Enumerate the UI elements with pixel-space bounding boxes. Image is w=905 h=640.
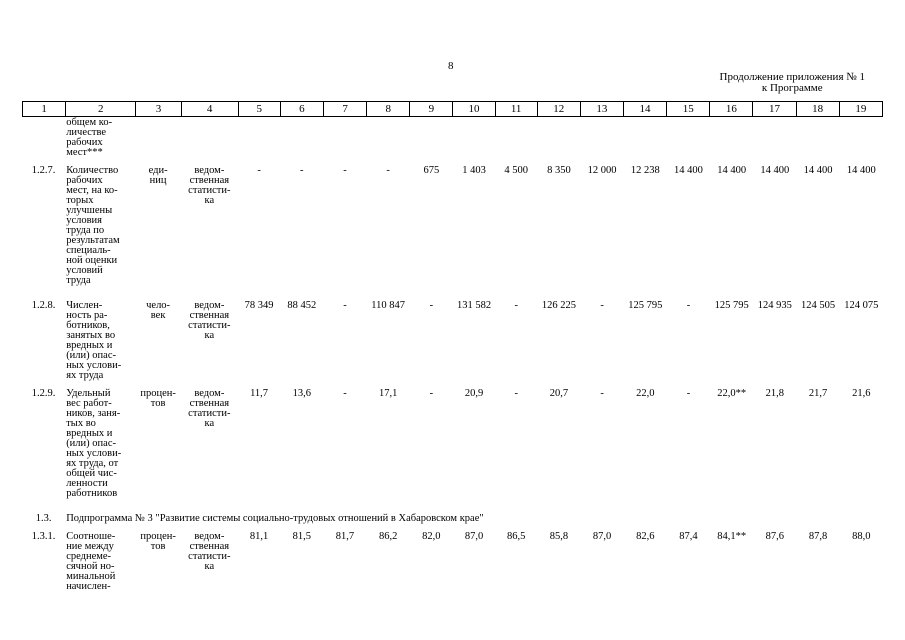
value-cell: 20,9	[464, 388, 484, 399]
value-cell: 12 000	[587, 165, 617, 176]
table-row	[22, 389, 883, 514]
value-cell: -	[514, 388, 518, 399]
value-cell: -	[343, 388, 347, 399]
column-number-1: 1	[23, 102, 66, 117]
column-number-4: 4	[181, 102, 238, 117]
column-number-6: 6	[280, 102, 323, 117]
value-cell	[323, 118, 366, 166]
value-cell: -	[686, 388, 691, 399]
value-cell: -	[686, 300, 691, 311]
value-cell: 86,5	[507, 531, 526, 542]
table-row	[22, 514, 883, 532]
column-number-8: 8	[367, 102, 410, 117]
value-cell: 81,1	[249, 531, 269, 542]
value-cell: 22,0	[636, 388, 655, 399]
value-cell: 88 452	[287, 300, 317, 311]
appendix-caption	[720, 72, 865, 94]
value-cell: 125 795	[714, 300, 749, 311]
value-cell: 1 403	[462, 165, 486, 176]
column-number-7: 7	[324, 102, 367, 117]
row-number: 1.2.8.	[31, 300, 56, 311]
row-number: 1.3.	[35, 513, 52, 524]
value-cell	[580, 118, 623, 166]
value-cell: -	[300, 165, 304, 176]
value-cell: 14 400	[803, 165, 833, 176]
value-cell: 8 350	[547, 165, 571, 176]
value-cell: 21,8	[765, 388, 784, 399]
column-number-13: 13	[580, 102, 623, 117]
value-cell: 87,6	[765, 531, 784, 542]
value-cell	[238, 118, 280, 166]
value-cell: 126 225	[541, 300, 576, 311]
value-cell: 22,0**	[717, 388, 747, 399]
column-number-14: 14	[623, 102, 666, 117]
value-cell: 14 400	[846, 165, 876, 176]
data-source: ведом- ственная статисти- ка	[188, 300, 231, 341]
value-cell: 87,8	[808, 531, 828, 542]
value-cell	[796, 118, 839, 166]
value-cell: 11,7	[250, 388, 269, 399]
indicator-table	[22, 118, 883, 612]
unit-of-measure: процен- тов	[140, 388, 176, 409]
unit-of-measure: процен- тов	[140, 531, 176, 552]
value-cell: 87,4	[679, 531, 698, 542]
row-number: 1.2.9.	[31, 388, 56, 399]
value-cell: 675	[423, 165, 440, 176]
value-cell: 81,7	[335, 531, 355, 542]
data-source: ведом- ственная статисти- ка	[188, 165, 231, 206]
column-number-5: 5	[238, 102, 280, 117]
value-cell: 124 075	[844, 300, 879, 311]
value-cell: 88,0	[852, 531, 871, 542]
column-number-16: 16	[710, 102, 753, 117]
table-row	[22, 301, 883, 389]
value-cell: 124 505	[800, 300, 836, 311]
appendix-line-2: к Программе	[761, 82, 823, 94]
column-number-11: 11	[495, 102, 537, 117]
value-cell	[667, 118, 710, 166]
data-source: ведом- ственная статисти- ка	[188, 388, 231, 429]
value-cell	[495, 118, 537, 166]
value-cell: -	[429, 388, 434, 399]
table-row	[22, 118, 883, 166]
value-cell: 125 795	[628, 300, 663, 311]
column-number-15: 15	[667, 102, 710, 117]
value-cell	[753, 118, 796, 166]
value-cell	[410, 118, 453, 166]
value-cell	[840, 118, 883, 166]
data-source	[181, 118, 238, 166]
column-number-header	[22, 101, 883, 117]
column-number-2: 2	[66, 102, 136, 117]
page-number: 8	[448, 60, 454, 72]
subprogram-title: Подпрограмма № 3 "Развитие системы социально-трудовых отношений в Хабаровском крае"	[66, 513, 484, 524]
value-cell: 110 847	[371, 300, 405, 311]
value-cell	[280, 118, 323, 166]
indicator-name: Соотноше- ние между среднеме- сячной но- минальной начислен-	[66, 531, 116, 592]
appendix-line-1: Продолжение приложения № 1	[719, 71, 865, 83]
indicator-name: Числен- ность ра- ботников, занятых во вредных и (или) опас- ных услови- ях труда	[66, 300, 122, 381]
value-cell: 17,1	[378, 388, 398, 399]
unit-of-measure	[136, 118, 181, 166]
indicator-name: общем ко- личестве рабочих мест***	[66, 117, 113, 158]
value-cell: -	[343, 165, 347, 176]
data-source: ведом- ственная статисти- ка	[188, 531, 231, 572]
value-cell: -	[386, 165, 390, 176]
column-number-17: 17	[753, 102, 796, 117]
column-number-12: 12	[537, 102, 580, 117]
value-cell: 84,1**	[717, 531, 747, 542]
value-cell: 124 935	[757, 300, 792, 311]
value-cell	[367, 118, 410, 166]
row-number: 1.2.7.	[31, 165, 56, 176]
value-cell: 12 238	[630, 165, 660, 176]
column-number-19: 19	[839, 102, 882, 117]
value-cell: 14 400	[760, 165, 790, 176]
value-cell: 85,8	[549, 531, 569, 542]
value-cell: 87,0	[592, 531, 612, 542]
column-number-9: 9	[410, 102, 453, 117]
table-row	[22, 166, 883, 301]
unit-of-measure: чело- век	[146, 300, 171, 321]
indicator-name: Удельный вес работ- ников, заня- тых во вредных и (или) опас- ных услови- ях труда, от общей чис- ленности работников	[66, 388, 122, 499]
indicator-name: Количество рабочих мест, на ко- торых улучшены условия труда по результатам специаль- ной оценки условий труда	[66, 165, 120, 286]
value-cell: -	[257, 165, 261, 176]
table-row	[22, 532, 883, 612]
value-cell: 86,2	[378, 531, 398, 542]
column-number-3: 3	[136, 102, 181, 117]
value-cell: 82,0	[422, 531, 441, 542]
value-cell	[453, 118, 495, 166]
value-cell: 131 582	[456, 300, 492, 311]
row-number: 1.3.1.	[31, 531, 56, 542]
value-cell: 81,5	[292, 531, 311, 542]
value-cell: 21,6	[852, 388, 871, 399]
value-cell: 78 349	[244, 300, 274, 311]
value-cell: 14 400	[674, 165, 703, 176]
value-cell: -	[600, 300, 604, 311]
column-number-18: 18	[796, 102, 839, 117]
value-cell: 82,6	[636, 531, 655, 542]
value-cell: -	[429, 300, 434, 311]
value-cell	[710, 118, 753, 166]
column-number-10: 10	[453, 102, 495, 117]
value-cell: 13,6	[292, 388, 311, 399]
value-cell: 14 400	[717, 165, 747, 176]
value-cell: -	[514, 300, 518, 311]
value-cell: 20,7	[549, 388, 569, 399]
value-cell: 21,7	[808, 388, 828, 399]
value-cell: -	[600, 388, 604, 399]
value-cell: 4 500	[504, 165, 528, 176]
row-number	[22, 118, 65, 166]
value-cell	[537, 118, 580, 166]
value-cell	[624, 118, 667, 166]
unit-of-measure: еди- ниц	[148, 165, 168, 186]
value-cell: 87,0	[464, 531, 484, 542]
value-cell: -	[343, 300, 347, 311]
